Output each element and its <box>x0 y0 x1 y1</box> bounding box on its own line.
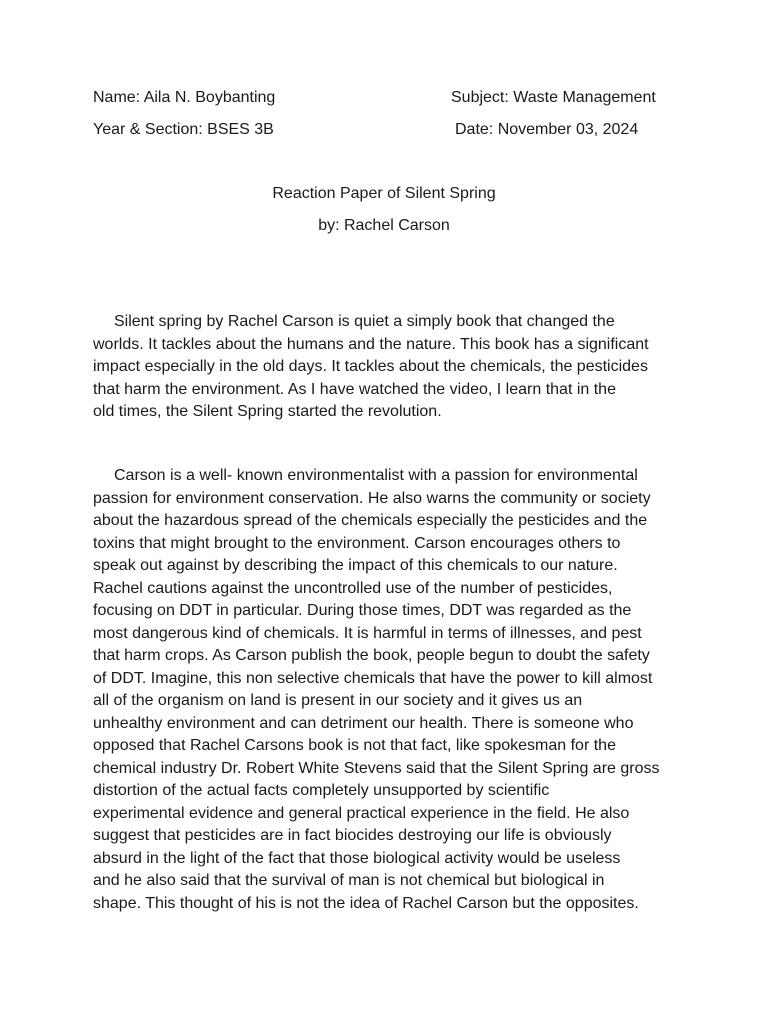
paragraph-line: focusing on DDT in particular. During those times, DDT was regarded as the <box>93 602 632 619</box>
paragraph-line: experimental evidence and general practical experience in the field. He also <box>93 804 630 822</box>
document-author: by: Rachel Carson <box>318 217 450 234</box>
paragraph-line: Carson is a well- known environmentalist with a passion for environmental <box>114 467 638 484</box>
paragraph-line: absurd in the light of the fact that those biological activity would be useless <box>93 849 621 867</box>
date: Date: November 03, 2024 <box>455 121 639 138</box>
paragraph-line: toxins that might brought to the environment. Carson encourages others to <box>93 534 621 552</box>
paragraph-line: opposed that Rachel Carsons book is not that fact, like spokesman for the <box>93 737 616 754</box>
paragraph-line: suggest that pesticides are in fact biocides destroying our life is obviously <box>93 827 612 844</box>
paragraph-line: worlds. It tackles about the humans and the nature. This book has a significant <box>93 335 649 353</box>
subject: Subject: Waste Management <box>451 89 656 106</box>
paragraph-line: impact especially in the old days. It tackles about the chemicals, the pesticides <box>93 358 648 375</box>
paragraph-line: that harm crops. As Carson publish the book, people begun to doubt the safety <box>93 647 650 664</box>
paragraph-line: passion for environment conservation. He also warns the community or society <box>93 489 651 507</box>
student-name: Name: Aila N. Boybanting <box>93 89 276 106</box>
paragraph-line: distortion of the actual facts completely unsupported by scientific <box>93 782 550 799</box>
paragraph-line: of DDT. Imagine, this non selective chemicals that have the power to kill almost <box>93 669 653 687</box>
document-title: Reaction Paper of Silent Spring <box>272 185 496 202</box>
paragraph-line: most dangerous kind of chemicals. It is harmful in terms of illnesses, and pest <box>93 624 642 642</box>
paragraph-line: and he also said that the survival of man is not chemical but biological in <box>93 872 605 889</box>
year-section: Year & Section: BSES 3B <box>93 121 274 138</box>
paragraph-line: that harm the environment. As I have watched the video, I learn that in the <box>93 380 616 398</box>
paragraph-2 <box>93 465 679 915</box>
paragraph-line: Rachel cautions against the uncontrolled use of the number of pesticides, <box>93 579 613 597</box>
paragraph-line: chemical industry Dr. Robert White Stevens said that the Silent Spring are gross <box>93 759 660 777</box>
paragraph-line: old times, the Silent Spring started the revolution. <box>93 403 442 420</box>
paragraph-line: unhealthy environment and can detriment our health. There is someone who <box>93 714 634 732</box>
paragraph-line: about the hazardous spread of the chemicals especially the pesticides and the <box>93 512 648 529</box>
paragraph-line: all of the organism on land is present in our society and it gives us an <box>93 692 583 709</box>
paragraph-line: shape. This thought of his is not the idea of Rachel Carson but the opposites. <box>93 894 639 912</box>
paragraph-line: speak out against by describing the impact of this chemicals to our nature. <box>93 557 618 574</box>
paragraph-line: Silent spring by Rachel Carson is quiet a simply book that changed the <box>114 313 615 330</box>
paragraph-1 <box>93 311 679 424</box>
